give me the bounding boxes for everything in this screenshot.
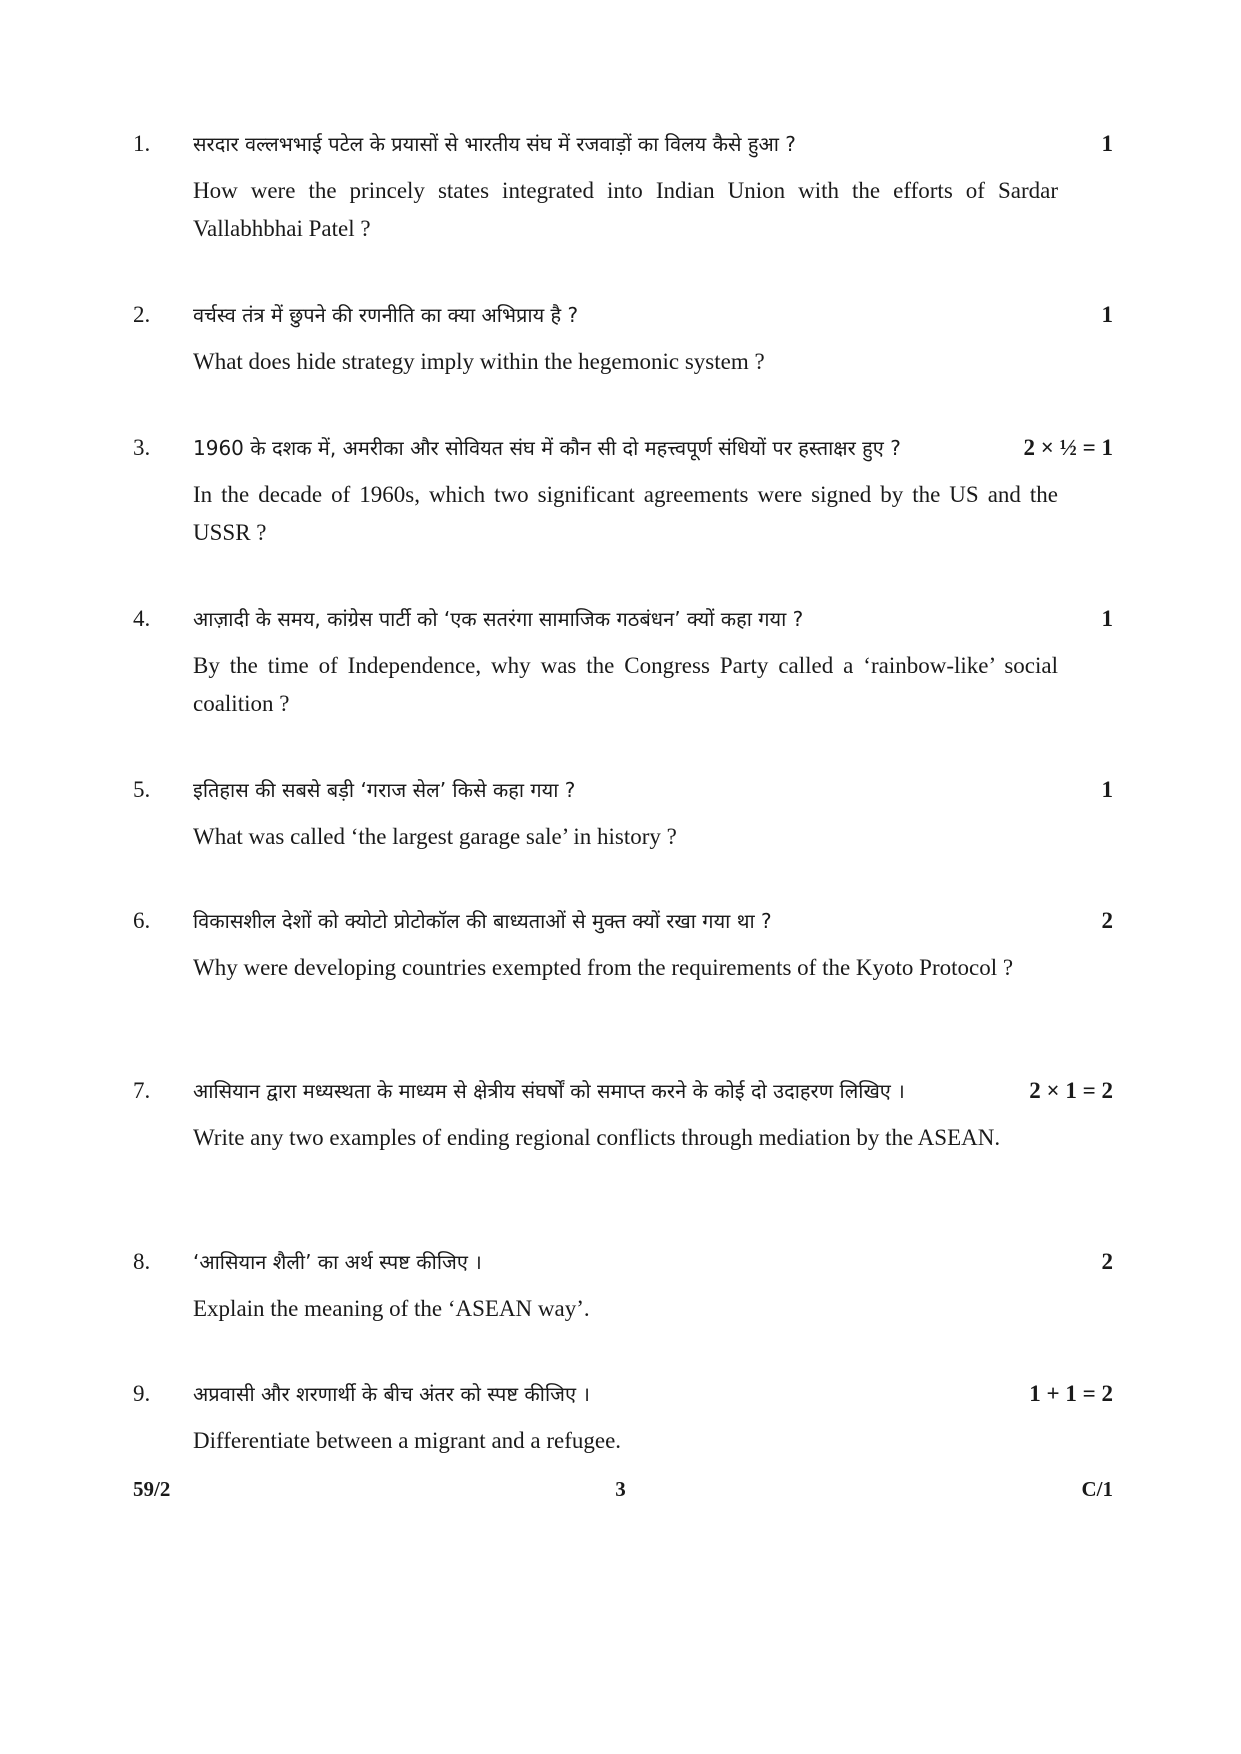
- footer-page-number: 3: [615, 1477, 626, 1501]
- question-marks: 2 × 1 = 2: [1029, 1078, 1113, 1103]
- question-text-english: Explain the meaning of the ‘ASEAN way’.: [193, 1296, 590, 1321]
- question-marks: 2: [1101, 908, 1113, 933]
- question-text-hindi: इतिहास की सबसे बड़ी ‘गराज सेल’ किसे कहा गया ?: [193, 778, 576, 802]
- question-number: 3.: [133, 435, 151, 460]
- question-number: 1.: [133, 131, 151, 156]
- question-text-english: Write any two examples of ending regional conflicts through mediation by the ASEAN.: [193, 1125, 1001, 1150]
- question-number: 2.: [133, 302, 151, 327]
- question-text-hindi: अप्रवासी और शरणार्थी के बीच अंतर को स्पष्ट कीजिए ।: [193, 1382, 590, 1406]
- question-text-hindi: सरदार वल्लभभाई पटेल के प्रयासों से भारतीय संघ में रजवाड़ों का विलय कैसे हुआ ?: [193, 132, 796, 156]
- question-marks: 1 + 1 = 2: [1029, 1381, 1113, 1406]
- question-text-hindi: आज़ादी के समय, कांग्रेस पार्टी को ‘एक सतरंगा सामाजिक गठबंधन’ क्यों कहा गया ?: [193, 607, 804, 631]
- question-text-hindi: आसियान द्वारा मध्यस्थता के माध्यम से क्षेत्रीय संघर्षों को समाप्त करने के कोई दो उदाहरण लिखिए ।: [193, 1079, 905, 1103]
- question-text-english: Differentiate between a migrant and a refugee.: [193, 1428, 622, 1453]
- question-number: 6.: [133, 908, 151, 933]
- question-text-english: In the decade of 1960s, which two significant agreements were signed by the US and the USSR ?: [193, 482, 1058, 545]
- question-marks: 1: [1101, 131, 1113, 156]
- question-text-english: What does hide strategy imply within the hegemonic system ?: [193, 349, 765, 374]
- question-text-english: By the time of Independence, why was the Congress Party called a ‘rainbow-like’ social coalition ?: [193, 653, 1058, 716]
- question-text-hindi: ‘आसियान शैली’ का अर्थ स्पष्ट कीजिए ।: [193, 1250, 482, 1274]
- question-marks: 1: [1101, 302, 1113, 327]
- question-text-hindi: विकासशील देशों को क्योटो प्रोटोकॉल की बाध्यताओं से मुक्त क्यों रखा गया था ?: [193, 909, 772, 933]
- question-marks: 2 × ½ = 1: [1023, 435, 1113, 460]
- question-marks: 2: [1101, 1249, 1113, 1274]
- question-number: 8.: [133, 1249, 151, 1274]
- question-text-english: How were the princely states integrated into Indian Union with the efforts of Sardar Vallabhbhai Patel ?: [193, 178, 1058, 241]
- footer-set-code: C/1: [1081, 1477, 1113, 1501]
- question-marks: 1: [1101, 606, 1113, 631]
- question-marks: 1: [1101, 777, 1113, 802]
- question-text-hindi: 1960 के दशक में, अमरीका और सोवियत संघ में कौन सी दो महत्त्वपूर्ण संधियों पर हस्ताक्षर हुए ?: [193, 436, 901, 460]
- question-number: 7.: [133, 1078, 151, 1103]
- question-text-hindi: वर्चस्व तंत्र में छुपने की रणनीति का क्या अभिप्राय है ?: [193, 303, 579, 327]
- question-number: 5.: [133, 777, 151, 802]
- question-number: 4.: [133, 606, 151, 631]
- question-number: 9.: [133, 1381, 151, 1406]
- question-text-english: Why were developing countries exempted from the requirements of the Kyoto Protocol ?: [193, 955, 1014, 980]
- footer-paper-code: 59/2: [133, 1477, 171, 1501]
- question-text-english: What was called ‘the largest garage sale’ in history ?: [193, 824, 677, 849]
